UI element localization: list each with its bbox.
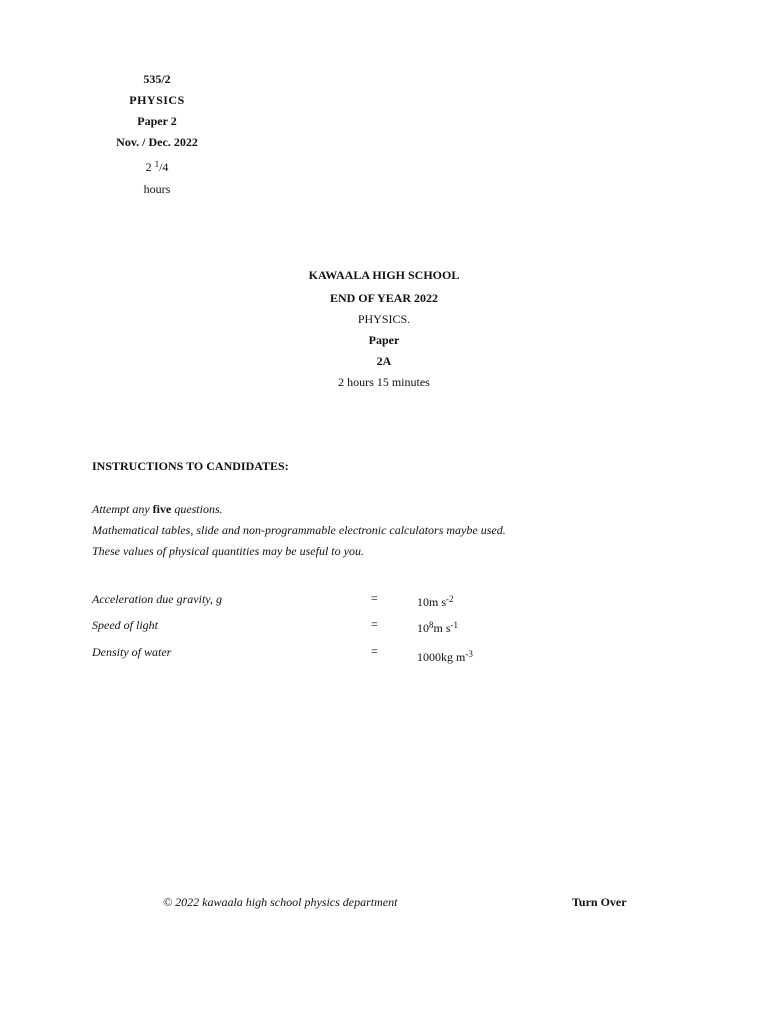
paper-subject: PHYSICS [129,93,185,107]
instruction-constants: These values of physical quantities may be useful to you. [92,544,364,558]
paper-duration [77,160,237,175]
constant-value [417,621,458,636]
constant-value [417,650,473,665]
constant-equals: = [371,591,378,605]
duration-denominator: /4 [159,160,169,174]
school-name: KAWAALA HIGH SCHOOL [308,268,460,282]
duration-numerator: 1 [154,158,160,169]
instruction-attempt-before: Attempt any [92,502,153,516]
constant-value-pre-exponent: 8 [429,619,434,630]
constant-equals: = [371,644,378,658]
instruction-attempt-after: questions. [171,502,223,516]
title-paper-label: Paper [368,333,400,347]
constant-value-base: 1000kg m [417,650,466,664]
title-subject: PHYSICS. [357,312,411,326]
instructions-heading: INSTRUCTIONS TO CANDIDATES: [92,459,289,473]
constant-name: Density of water [92,645,172,659]
title-duration: 2 hours 15 minutes [338,375,430,389]
constant-value-base: 10m s [417,595,447,609]
constant-value-pre: 10 [417,621,429,635]
paper-duration-unit: hours [143,182,171,196]
instruction-attempt-bold: five [152,502,172,516]
constant-value-exponent: -1 [450,619,459,630]
footer-copyright: © 2022 kawaala high school physics department [163,895,398,909]
paper-code: 535/2 [143,72,171,86]
exam-title: END OF YEAR 2022 [329,291,439,305]
constant-equals: = [371,617,378,631]
paper-number: Paper 2 [137,114,177,128]
constant-value [417,595,454,610]
constant-name: Speed of light [92,618,158,632]
paper-session: Nov. / Dec. 2022 [116,135,198,149]
constant-value-exponent: -2 [446,593,454,604]
instruction-attempt [92,502,223,517]
constant-name: Acceleration due gravity, g [92,592,222,606]
constant-value-base: m s [433,621,451,635]
constant-value-exponent: -3 [465,648,473,659]
footer-turn-over: Turn Over [572,895,627,909]
instruction-calculators: Mathematical tables, slide and non-programmable electronic calculators maybe used. [92,523,506,537]
title-paper-number: 2A [376,354,392,368]
duration-whole: 2 [145,160,152,174]
